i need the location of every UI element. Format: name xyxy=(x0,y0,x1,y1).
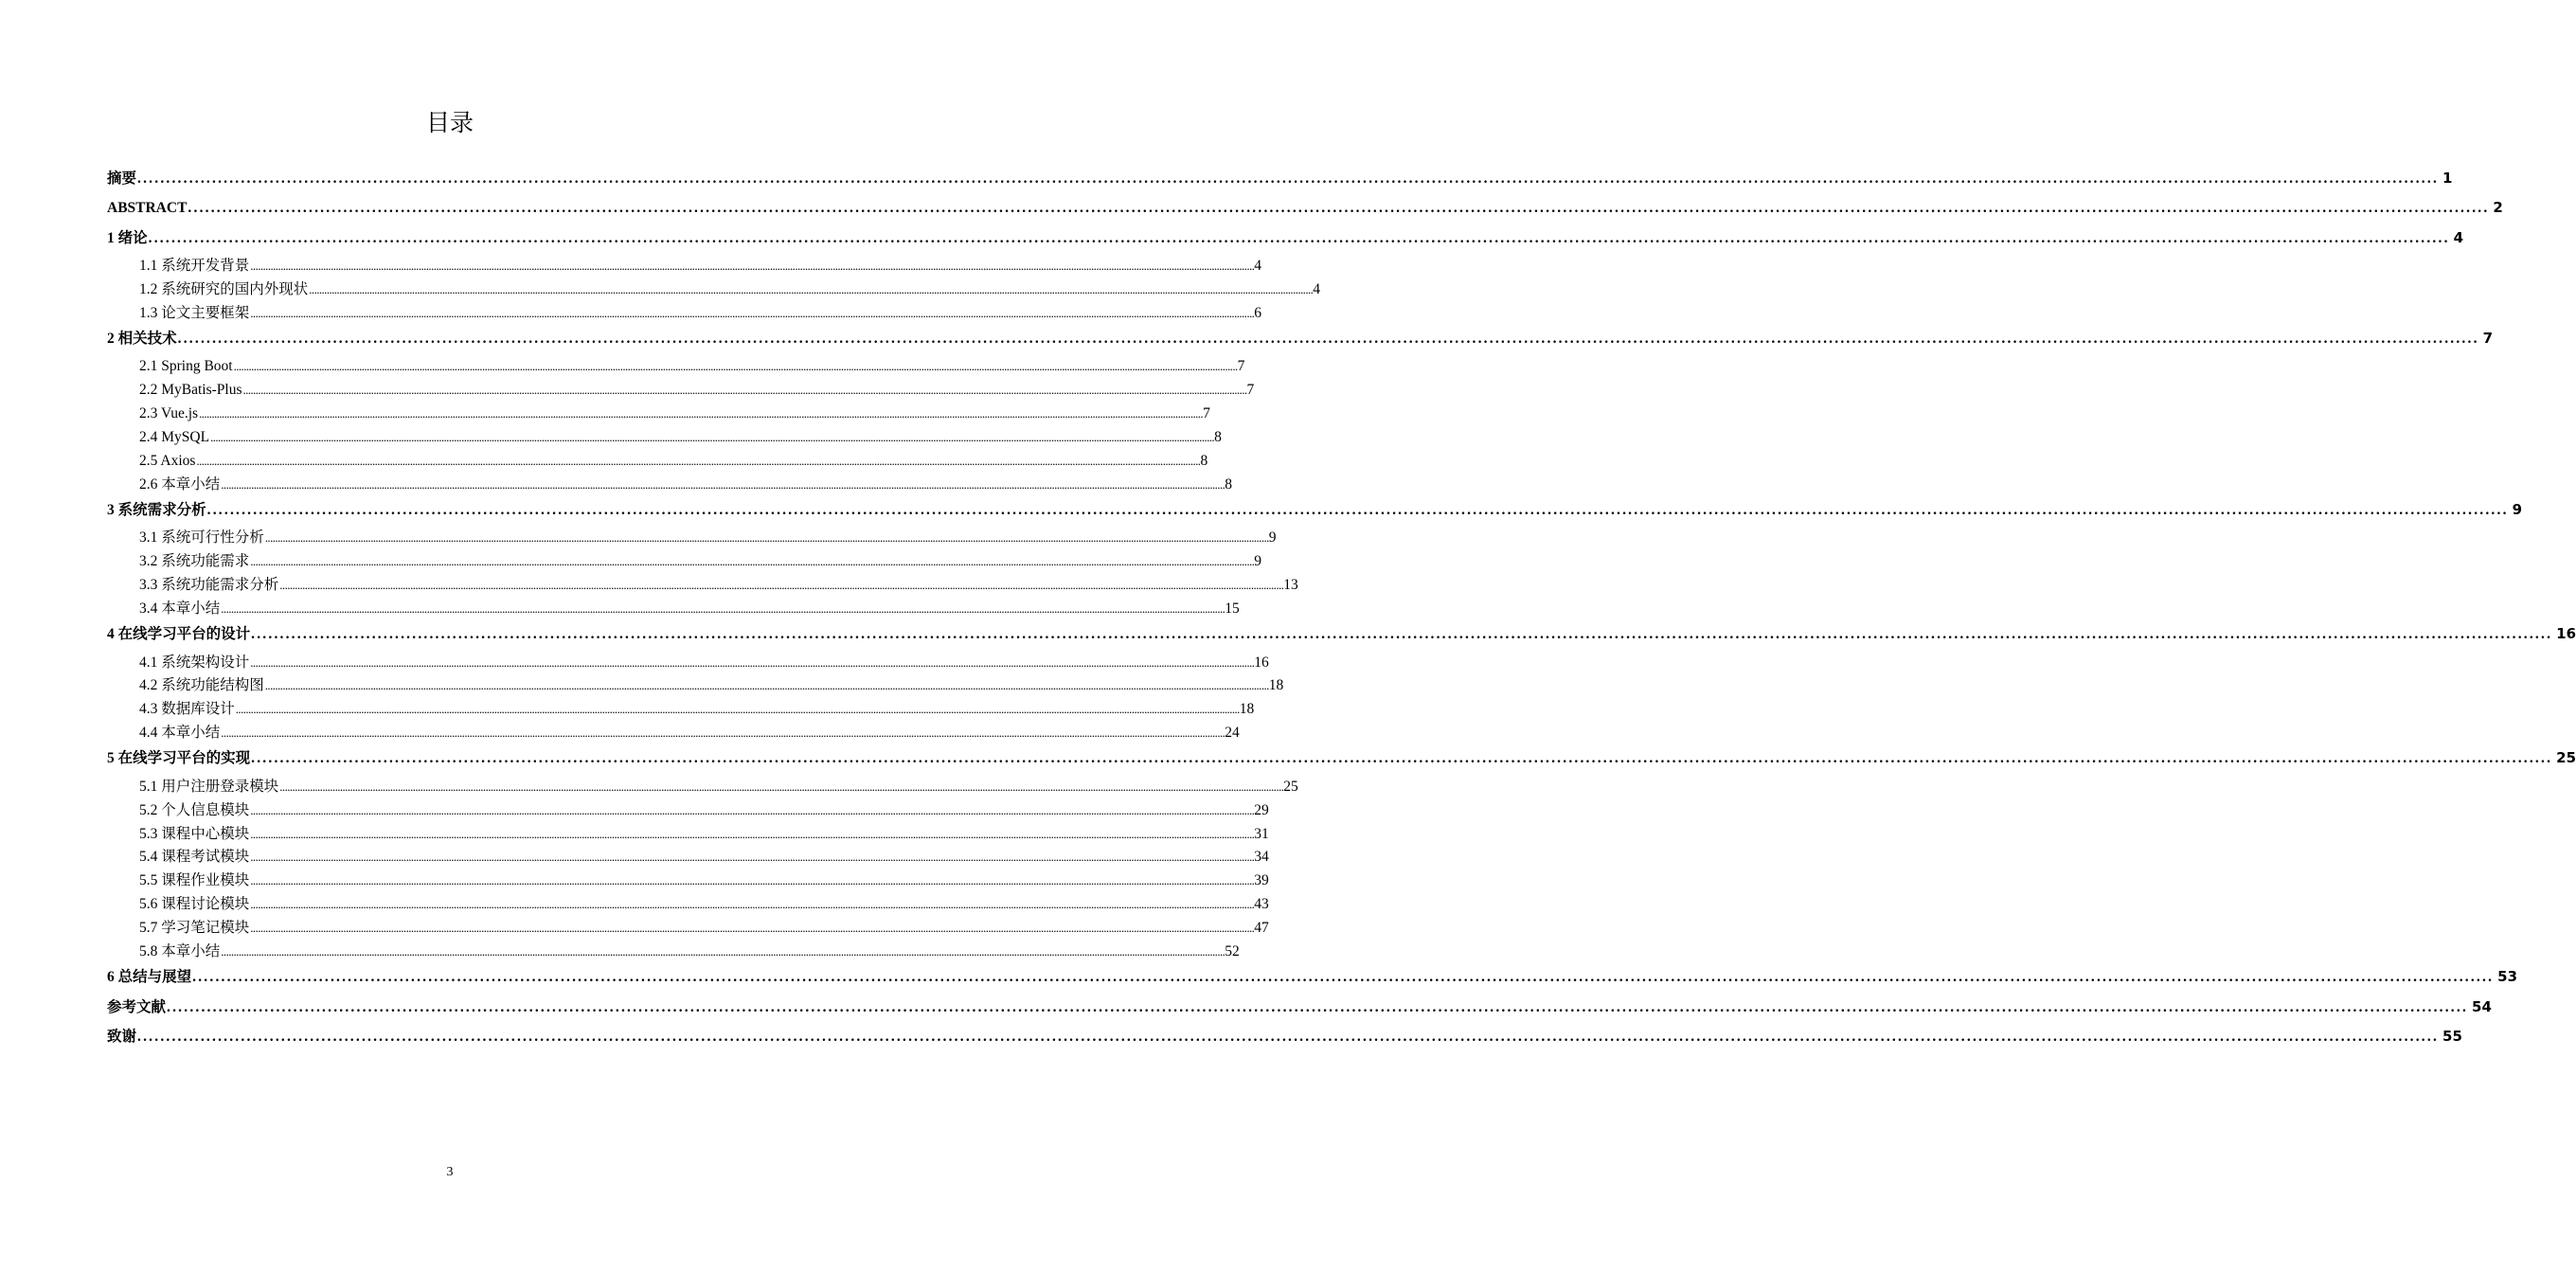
toc-section-entry[interactable] xyxy=(107,823,1269,847)
toc-entry-page-number: 54 xyxy=(2472,997,2492,1015)
toc-section-entry[interactable] xyxy=(107,379,1255,403)
toc-entry-label: 4 在线学习平台的设计 xyxy=(107,626,251,643)
toc-entry-page-number: 8 xyxy=(1200,453,1208,470)
dot-leader: ................................................................................................................................................................................................................................................................................................................................................................................................................ xyxy=(221,477,1225,493)
toc-entry-label: 4.1 系统架构设计 xyxy=(139,654,250,671)
toc-entry-label: 5.8 本章小结 xyxy=(139,943,221,960)
dot-leader: ................................................................................................................................................................................................................................................................................................................................................................................................................ xyxy=(221,726,1225,741)
toc-entry-page-number: 2 xyxy=(2493,199,2503,217)
toc-entry-page-number: 18 xyxy=(1239,701,1255,718)
toc-entry-label: 4.4 本章小结 xyxy=(139,725,221,742)
toc-entry-label: 2.2 MyBatis-Plus xyxy=(139,382,242,399)
dot-leader: ................................................................................................................................................................................................................................................................................................................................................................................................................ xyxy=(242,383,1247,398)
toc-entry-page-number: 29 xyxy=(1254,801,1269,818)
dot-leader: ................................................................................................................................................................................................................................................................................................................................................................................................................ xyxy=(206,502,2509,518)
toc-section-entry[interactable] xyxy=(107,799,1269,823)
toc-section-entry[interactable] xyxy=(107,302,1262,326)
toc-entry-page-number: 7 xyxy=(1237,358,1245,375)
toc-chapter-entry[interactable] xyxy=(107,745,2576,775)
toc-entry-label: 2.3 Vue.js xyxy=(139,405,199,422)
dot-leader: ................................................................................................................................................................................................................................................................................................................................................................................................................ xyxy=(250,826,1255,841)
toc-entry-label: 5.5 课程作业模块 xyxy=(139,872,250,889)
dot-leader: ................................................................................................................................................................................................................................................................................................................................................................................................................ xyxy=(221,944,1225,959)
toc-section-entry[interactable] xyxy=(107,550,1262,574)
dot-leader: ................................................................................................................................................................................................................................................................................................................................................................................................................ xyxy=(250,306,1255,321)
toc-entry-label: 1 绪论 xyxy=(107,229,148,246)
toc-entry-page-number: 55 xyxy=(2442,1027,2462,1045)
toc-section-entry[interactable] xyxy=(107,652,1269,675)
toc-entry-label: 3.4 本章小结 xyxy=(139,601,221,618)
toc-entry-page-number: 16 xyxy=(2556,625,2576,643)
toc-entry-label: 2.4 MySQL xyxy=(139,429,210,446)
dot-leader: ................................................................................................................................................................................................................................................................................................................................................................................................................ xyxy=(233,359,1238,374)
dot-leader: ................................................................................................................................................................................................................................................................................................................................................................................................................ xyxy=(250,554,1255,569)
toc-chapter-entry[interactable] xyxy=(107,964,2518,994)
toc-entry-label: 4.2 系统功能结构图 xyxy=(139,677,264,694)
toc-entry-page-number: 4 xyxy=(2453,228,2464,246)
toc-entry-label: 1.1 系统开发背景 xyxy=(139,258,250,275)
toc-entry-page-number: 8 xyxy=(1214,429,1222,446)
toc-entry-page-number: 53 xyxy=(2497,968,2518,986)
toc-entry-label: 3 系统需求分析 xyxy=(107,502,206,518)
toc-section-entry[interactable] xyxy=(107,255,1262,278)
toc-entry-page-number: 25 xyxy=(1283,778,1298,795)
dot-leader: ................................................................................................................................................................................................................................................................................................................................................................................................................ xyxy=(250,802,1255,817)
toc-entry-page-number: 52 xyxy=(1225,943,1240,960)
toc-section-entry[interactable] xyxy=(107,870,1269,893)
toc-section-entry[interactable] xyxy=(107,426,1222,450)
dot-leader: ................................................................................................................................................................................................................................................................................................................................................................................................................ xyxy=(192,969,2495,986)
toc-entry-page-number: 7 xyxy=(2482,329,2494,347)
toc-entry-page-number: 43 xyxy=(1254,896,1269,913)
toc-entry-label: 5 在线学习平台的实现 xyxy=(107,750,251,767)
toc-entry-label: 摘要 xyxy=(107,170,137,187)
toc-chapter-entry[interactable] xyxy=(107,1024,2462,1053)
toc-entry-page-number: 4 xyxy=(1313,281,1321,298)
dot-leader: ................................................................................................................................................................................................................................................................................................................................................................................................................ xyxy=(250,897,1255,912)
toc-section-entry[interactable] xyxy=(107,403,1210,426)
toc-entry-label: 参考文献 xyxy=(107,998,167,1015)
toc-section-entry[interactable] xyxy=(107,574,1298,598)
toc-entry-page-number: 8 xyxy=(1225,476,1233,493)
toc-entry-label: 致谢 xyxy=(107,1028,137,1045)
dot-leader: ................................................................................................................................................................................................................................................................................................................................................................................................................ xyxy=(188,200,2490,217)
toc-section-entry[interactable] xyxy=(107,722,1240,745)
dot-leader: ................................................................................................................................................................................................................................................................................................................................................................................................................ xyxy=(250,873,1255,888)
dot-leader: ................................................................................................................................................................................................................................................................................................................................................................................................................ xyxy=(167,998,2469,1015)
toc-entry-label: 3.3 系统功能需求分析 xyxy=(139,577,279,594)
toc-entry-page-number: 25 xyxy=(2556,749,2576,767)
dot-leader: ................................................................................................................................................................................................................................................................................................................................................................................................................ xyxy=(250,654,1255,670)
toc-chapter-entry[interactable] xyxy=(107,195,2503,224)
toc-section-entry[interactable] xyxy=(107,941,1240,964)
toc-section-entry[interactable] xyxy=(107,474,1233,497)
toc-entry-page-number: 24 xyxy=(1225,725,1240,742)
toc-entry-page-number: 7 xyxy=(1203,405,1210,422)
dot-leader: ................................................................................................................................................................................................................................................................................................................................................................................................................ xyxy=(196,454,1201,469)
dot-leader: ................................................................................................................................................................................................................................................................................................................................................................................................................ xyxy=(309,282,1314,297)
toc-entry-page-number: 4 xyxy=(1254,258,1262,275)
toc-entry-label: 5.7 学习笔记模块 xyxy=(139,920,250,937)
toc-entry-page-number: 7 xyxy=(1246,382,1255,399)
toc-section-entry[interactable] xyxy=(107,355,1245,379)
toc-entry-page-number: 16 xyxy=(1254,654,1269,671)
toc-entry-label: 5.3 课程中心模块 xyxy=(139,825,250,842)
toc-section-entry[interactable] xyxy=(107,917,1269,941)
toc-section-entry[interactable] xyxy=(107,776,1298,799)
dot-leader: ................................................................................................................................................................................................................................................................................................................................................................................................................ xyxy=(279,779,1284,794)
dot-leader: ................................................................................................................................................................................................................................................................................................................................................................................................................ xyxy=(137,1028,2440,1045)
toc-entry-page-number: 34 xyxy=(1254,849,1269,866)
toc-section-entry[interactable] xyxy=(107,450,1208,474)
dot-leader: ................................................................................................................................................................................................................................................................................................................................................................................................................ xyxy=(177,330,2479,347)
toc-entry-page-number: 9 xyxy=(1254,553,1262,570)
toc-chapter-entry[interactable] xyxy=(107,621,2576,651)
toc-chapter-entry[interactable] xyxy=(107,166,2453,195)
dot-leader: ................................................................................................................................................................................................................................................................................................................................................................................................................ xyxy=(251,626,2553,643)
dot-leader: ................................................................................................................................................................................................................................................................................................................................................................................................................ xyxy=(279,578,1284,593)
dot-leader: ................................................................................................................................................................................................................................................................................................................................................................................................................ xyxy=(199,406,1204,421)
dot-leader: ................................................................................................................................................................................................................................................................................................................................................................................................................ xyxy=(250,259,1255,274)
toc-entry-label: 2.5 Axios xyxy=(139,453,196,470)
toc-entry-page-number: 47 xyxy=(1254,920,1269,937)
toc-entry-label: 2.1 Spring Boot xyxy=(139,358,233,375)
dot-leader: ................................................................................................................................................................................................................................................................................................................................................................................................................ xyxy=(250,850,1255,865)
toc-entry-label: 2 相关技术 xyxy=(107,330,177,347)
table-of-contents xyxy=(107,166,2576,1053)
toc-section-entry[interactable] xyxy=(107,598,1240,621)
toc-section-entry[interactable] xyxy=(107,698,1255,722)
page-number: 3 xyxy=(446,1165,454,1179)
toc-entry-label: 6 总结与展望 xyxy=(107,969,192,986)
toc-entry-page-number: 39 xyxy=(1254,872,1269,889)
toc-section-entry[interactable] xyxy=(107,674,1284,698)
toc-title: 目录 xyxy=(425,109,474,136)
toc-entry-label: 5.1 用户注册登录模块 xyxy=(139,778,279,795)
toc-entry-label: 5.2 个人信息模块 xyxy=(139,801,250,818)
toc-entry-label: 1.2 系统研究的国内外现状 xyxy=(139,281,309,298)
toc-entry-label: 3.1 系统可行性分析 xyxy=(139,529,264,547)
toc-section-entry[interactable] xyxy=(107,893,1269,917)
toc-section-entry[interactable] xyxy=(107,846,1269,870)
toc-entry-label: 1.3 论文主要框架 xyxy=(139,305,250,322)
dot-leader: ................................................................................................................................................................................................................................................................................................................................................................................................................ xyxy=(148,229,2450,246)
dot-leader: ................................................................................................................................................................................................................................................................................................................................................................................................................ xyxy=(250,921,1255,936)
toc-entry-page-number: 13 xyxy=(1283,577,1298,594)
toc-entry-page-number: 18 xyxy=(1268,677,1284,694)
toc-section-entry[interactable] xyxy=(107,527,1277,550)
dot-leader: ................................................................................................................................................................................................................................................................................................................................................................................................................ xyxy=(221,601,1225,617)
toc-entry-label: 5.4 课程考试模块 xyxy=(139,849,250,866)
toc-section-entry[interactable] xyxy=(107,278,1321,302)
dot-leader: ................................................................................................................................................................................................................................................................................................................................................................................................................ xyxy=(264,678,1269,693)
dot-leader: ................................................................................................................................................................................................................................................................................................................................................................................................................ xyxy=(264,530,1269,546)
toc-entry-page-number: 6 xyxy=(1254,305,1262,322)
toc-entry-page-number: 9 xyxy=(1268,529,1277,547)
toc-chapter-entry[interactable] xyxy=(107,995,2492,1024)
toc-entry-page-number: 31 xyxy=(1254,825,1269,842)
toc-entry-page-number: 15 xyxy=(1225,601,1240,618)
dot-leader: ................................................................................................................................................................................................................................................................................................................................................................................................................ xyxy=(251,750,2553,767)
toc-entry-label: ABSTRACT xyxy=(107,200,188,217)
toc-entry-label: 3.2 系统功能需求 xyxy=(139,553,250,570)
toc-entry-label: 5.6 课程讨论模块 xyxy=(139,896,250,913)
dot-leader: ................................................................................................................................................................................................................................................................................................................................................................................................................ xyxy=(210,430,1215,445)
toc-entry-page-number: 1 xyxy=(2442,170,2453,187)
toc-chapter-entry[interactable] xyxy=(107,497,2523,527)
dot-leader: ................................................................................................................................................................................................................................................................................................................................................................................................................ xyxy=(137,170,2440,187)
toc-entry-label: 2.6 本章小结 xyxy=(139,476,221,493)
dot-leader: ................................................................................................................................................................................................................................................................................................................................................................................................................ xyxy=(235,702,1240,717)
toc-entry-label: 4.3 数据库设计 xyxy=(139,701,235,718)
toc-chapter-entry[interactable] xyxy=(107,326,2494,355)
toc-entry-page-number: 9 xyxy=(2512,501,2523,518)
toc-chapter-entry[interactable] xyxy=(107,225,2464,255)
